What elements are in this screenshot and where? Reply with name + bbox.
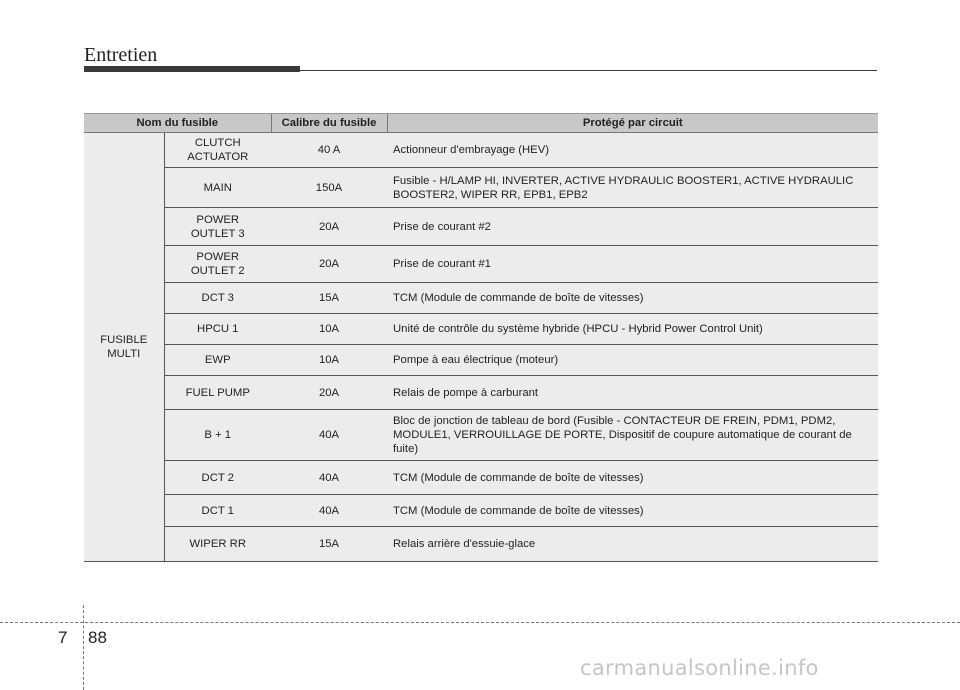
fuse-rating: 20A bbox=[271, 208, 387, 246]
fuse-name: WIPER RR bbox=[164, 527, 271, 562]
fuse-name: DCT 2 bbox=[164, 461, 271, 495]
protected-circuit: Relais de pompe à carburant bbox=[387, 376, 878, 410]
table-row bbox=[84, 495, 878, 527]
protected-circuit: Bloc de jonction de tableau de bord (Fusible - CONTACTEUR DE FREIN, PDM1, PDM2, MODULE1, VERROUILLAGE DE PORTE, Dispositif de coupure automatique de courant de fuite) bbox=[387, 410, 878, 461]
header-bar bbox=[84, 66, 300, 72]
fuse-rating: 40 A bbox=[271, 133, 387, 168]
fuse-rating: 10A bbox=[271, 314, 387, 345]
column-header-circuit: Protégé par circuit bbox=[387, 114, 878, 133]
header-rule bbox=[300, 70, 877, 71]
page-number: 88 bbox=[88, 628, 107, 647]
protected-circuit: Unité de contrôle du système hybride (HPCU - Hybrid Power Control Unit) bbox=[387, 314, 878, 345]
protected-circuit: Prise de courant #1 bbox=[387, 246, 878, 283]
column-header-fuse-rating: Calibre du fusible bbox=[271, 114, 387, 133]
fuse-name: FUEL PUMP bbox=[164, 376, 271, 410]
fuse-name: HPCU 1 bbox=[164, 314, 271, 345]
table-row bbox=[84, 410, 878, 461]
protected-circuit: Actionneur d'embrayage (HEV) bbox=[387, 133, 878, 168]
column-header-fuse-name: Nom du fusible bbox=[84, 114, 271, 133]
fuse-rating: 20A bbox=[271, 376, 387, 410]
table-header-row bbox=[84, 114, 878, 133]
fuse-rating: 150A bbox=[271, 168, 387, 208]
table-row bbox=[84, 527, 878, 562]
fuse-rating: 40A bbox=[271, 495, 387, 527]
watermark: carmanualsonline.info bbox=[580, 656, 819, 680]
table-row bbox=[84, 314, 878, 345]
fuse-name: MAIN bbox=[164, 168, 271, 208]
fuse-rating: 20A bbox=[271, 246, 387, 283]
fuse-rating: 40A bbox=[271, 461, 387, 495]
protected-circuit: Fusible - H/LAMP HI, INVERTER, ACTIVE HYDRAULIC BOOSTER1, ACTIVE HYDRAULIC BOOSTER2, WIPER RR, EPB1, EPB2 bbox=[387, 168, 878, 208]
table-row bbox=[84, 168, 878, 208]
protected-circuit: Pompe à eau électrique (moteur) bbox=[387, 345, 878, 376]
protected-circuit: Relais arrière d'essuie-glace bbox=[387, 527, 878, 562]
table-row bbox=[84, 376, 878, 410]
protected-circuit: TCM (Module de commande de boîte de vitesses) bbox=[387, 283, 878, 314]
table-row bbox=[84, 345, 878, 376]
chapter-number: 7 bbox=[58, 628, 68, 647]
fuse-rating: 15A bbox=[271, 283, 387, 314]
page-title: Entretien bbox=[84, 44, 158, 66]
fuse-name: CLUTCH ACTUATOR bbox=[164, 133, 271, 168]
table-row bbox=[84, 283, 878, 314]
fuse-name: POWER OUTLET 2 bbox=[164, 246, 271, 283]
table-row bbox=[84, 133, 878, 168]
fuse-rating: 40A bbox=[271, 410, 387, 461]
fuse-name: POWER OUTLET 3 bbox=[164, 208, 271, 246]
fuse-table bbox=[84, 113, 878, 562]
fuse-group-label: FUSIBLE MULTI bbox=[84, 133, 164, 562]
fuse-name: DCT 3 bbox=[164, 283, 271, 314]
table-row bbox=[84, 461, 878, 495]
table-row bbox=[84, 208, 878, 246]
protected-circuit: Prise de courant #2 bbox=[387, 208, 878, 246]
fuse-rating: 10A bbox=[271, 345, 387, 376]
footer-vertical-rule bbox=[83, 605, 85, 690]
fuse-name: EWP bbox=[164, 345, 271, 376]
table-row bbox=[84, 246, 878, 283]
protected-circuit: TCM (Module de commande de boîte de vitesses) bbox=[387, 461, 878, 495]
fuse-rating: 15A bbox=[271, 527, 387, 562]
footer-horizontal-rule bbox=[0, 622, 960, 623]
protected-circuit: TCM (Module de commande de boîte de vitesses) bbox=[387, 495, 878, 527]
fuse-name: DCT 1 bbox=[164, 495, 271, 527]
fuse-name: B + 1 bbox=[164, 410, 271, 461]
